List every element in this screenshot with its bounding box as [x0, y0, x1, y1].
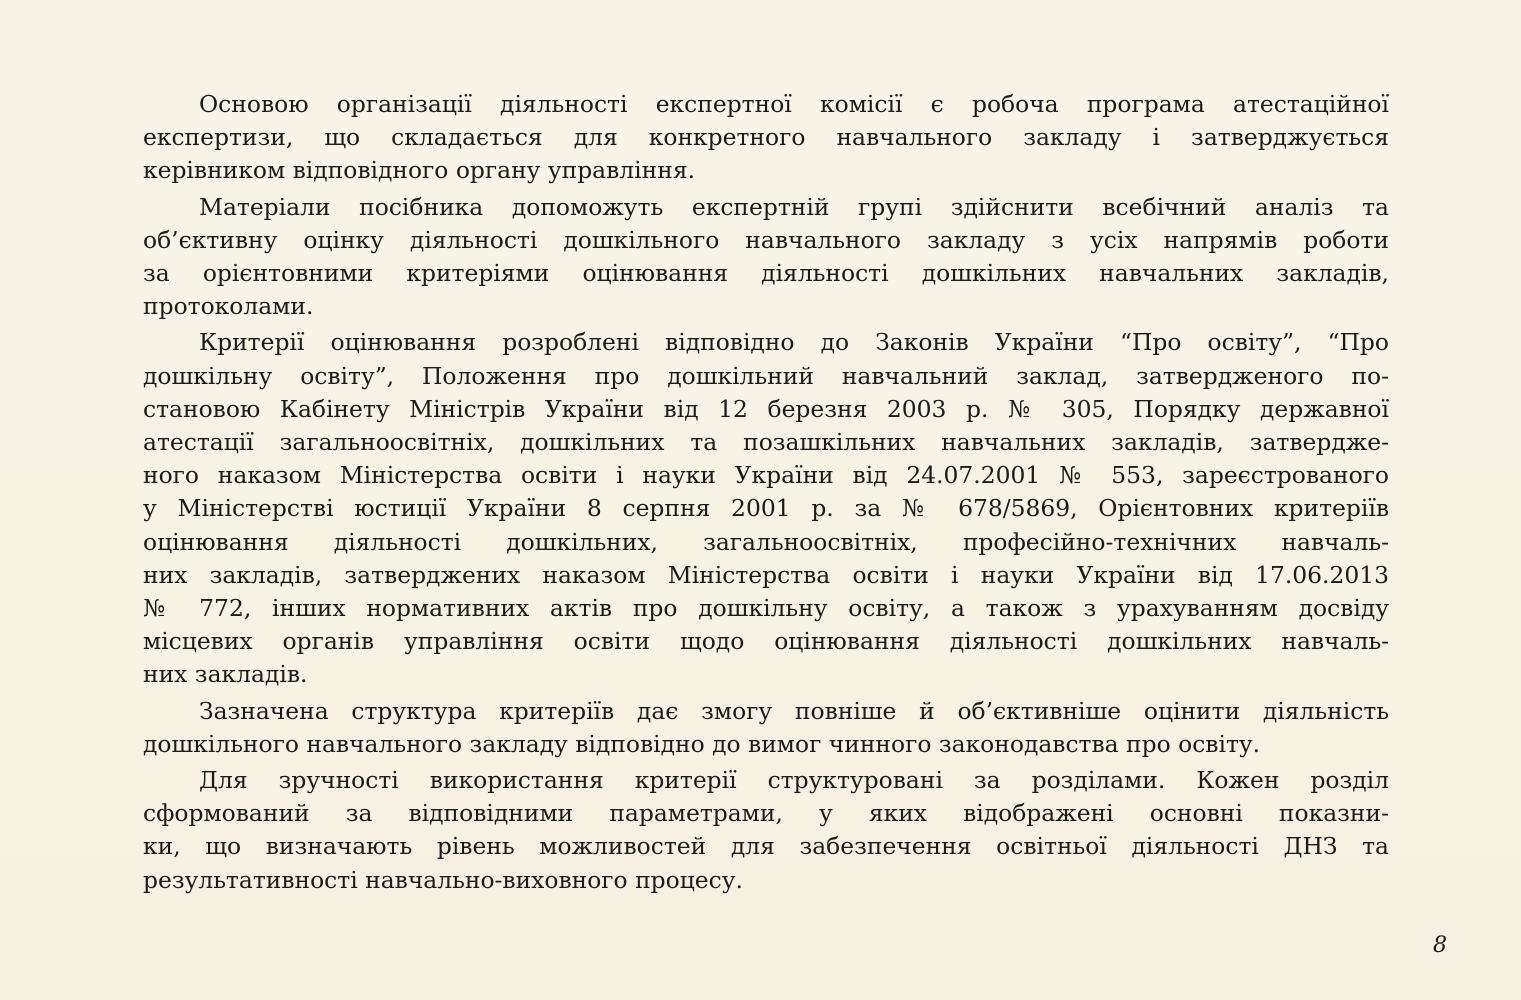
text-line: ного наказом Міністерства освіти і науки України від 24.07.2001 № 553, зареєстрованого [143, 461, 1389, 490]
paragraph-1 [143, 88, 1389, 188]
text-line: сформований за відповідними параметрами, у яких відображені основні показни- [143, 799, 1389, 828]
text-line: Основою організації діяльності експертної комісії є робоча програма атестаційної [199, 90, 1389, 118]
text-line: за орієнтовними критеріями оцінювання діяльності дошкільних навчальних закладів, [143, 259, 1389, 288]
text-line: протоколами. [143, 292, 314, 321]
text-line: оцінювання діяльності дошкільних, загальноосвітніх, професійно-технічних навчаль- [143, 527, 1389, 556]
text-line: атестації загальноосвітніх, дошкільних та позашкільних навчальних закладів, затвердже- [143, 428, 1389, 457]
paragraph-4 [143, 695, 1389, 761]
text-line: дошкільну освіту”, Положення про дошкільний навчальний заклад, затвердженого по- [143, 361, 1389, 390]
text-line: ки, що визначають рівень можливостей для забезпечення освітньої діяльності ДНЗ та [143, 832, 1389, 861]
text-line: керівником відповідного органу управління. [143, 156, 696, 185]
text-line: Критерії оцінювання розроблені відповідно до Законів України “Про освіту”, “Про [199, 328, 1389, 357]
text-line: місцевих органів управління освіти щодо оцінювання діяльності дошкільних навчаль- [143, 627, 1389, 656]
body-text [143, 88, 1389, 900]
text-line: результативності навчально-виховного процесу. [143, 865, 743, 894]
page-number: 8 [1433, 933, 1447, 958]
paragraph-2 [143, 191, 1389, 324]
paragraph-5 [143, 764, 1389, 897]
paragraph-3 [143, 326, 1389, 691]
text-line: № 772, інших нормативних актів про дошкільну освіту, а також з урахуванням досвіду [143, 594, 1389, 623]
text-line: об’єктивну оцінку діяльності дошкільного навчального закладу з усіх напрямів роботи [143, 225, 1389, 254]
text-line: становою Кабінету Міністрів України від 12 березня 2003 р. № 305, Порядку державної [143, 394, 1389, 423]
text-line: у Міністерстві юстиції України 8 серпня 2001 р. за № 678/5869, Орієнтовних критеріїв [143, 494, 1389, 523]
text-line: Матеріали посібника допоможуть експертній групі здійснити всебічний аналіз та [199, 192, 1389, 221]
text-line: експертизи, що складається для конкретного навчального закладу і затверджується [143, 123, 1389, 152]
text-line: них закладів. [143, 660, 308, 689]
text-line: Для зручності використання критерії структуровані за розділами. Кожен розділ [199, 766, 1389, 795]
text-line: них закладів, затверджених наказом Міністерства освіти і науки України від 17.06.2013 [143, 560, 1389, 589]
text-line: дошкільного навчального закладу відповідно до вимог чинного законодавства про освіту. [143, 729, 1261, 758]
text-line: Зазначена структура критеріїв дає змогу повніше й об’єктивніше оцінити діяльність [199, 696, 1389, 725]
